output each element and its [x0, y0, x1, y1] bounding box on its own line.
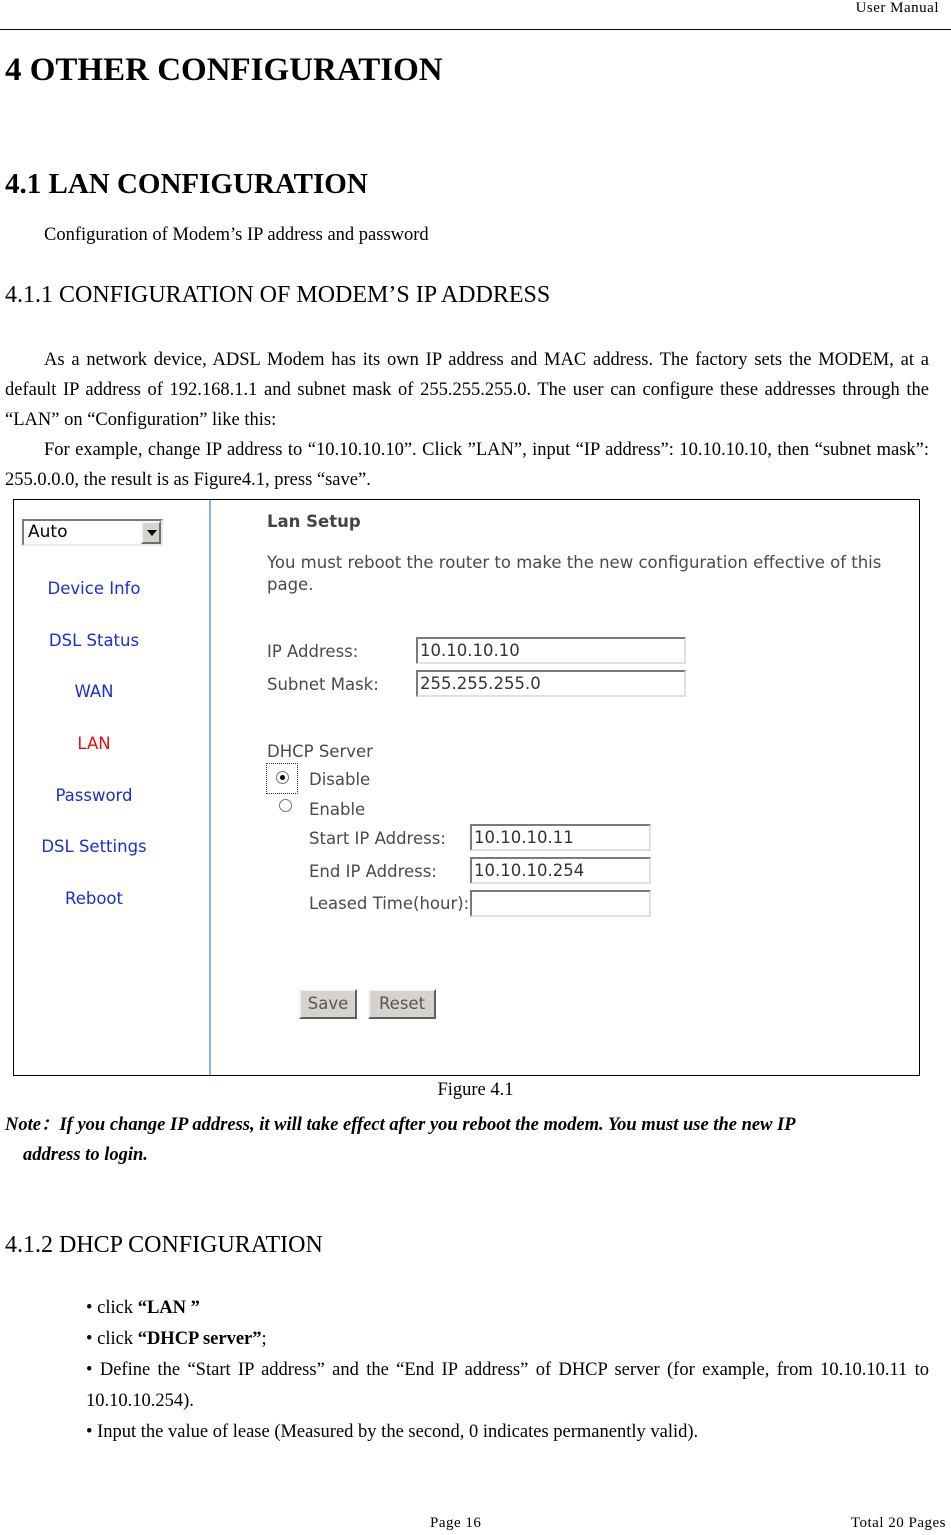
chapter-title: 4 OTHER CONFIGURATION [5, 52, 443, 88]
sidebar-item-device-info[interactable]: Device Info [47, 579, 141, 598]
sidebar-item-dsl-settings[interactable]: DSL Settings [41, 837, 147, 856]
save-button[interactable]: Save [299, 989, 357, 1019]
bullet-bold: “LAN ” [137, 1298, 200, 1318]
note-separator: ： [40, 1115, 60, 1135]
subsection-title-ip: 4.1.1 CONFIGURATION OF MODEM’S IP ADDRESS [5, 282, 551, 308]
bullet-text: • click [86, 1298, 138, 1318]
sidebar-item-reboot[interactable]: Reboot [64, 889, 123, 908]
panel-title: Lan Setup [267, 512, 361, 531]
reboot-note: You must reboot the router to make the new configuration effective of this page. [267, 553, 882, 594]
dhcp-enable-radio[interactable] [279, 799, 292, 812]
start-ip-label: Start IP Address: [309, 829, 446, 848]
ip-address-label: IP Address: [267, 642, 359, 661]
note-text-line1: If you change IP address, it will take effect after you reboot the modem. You must use the new IP [59, 1115, 796, 1135]
dhcp-server-label: DHCP Server [267, 742, 373, 761]
note-paragraph [5, 1110, 929, 1170]
paragraph-example: For example, change IP address to “10.10.10.10”. Click ”LAN”, input “IP address”: 10.10.10.10, then “subnet mask”: 255.0.0.0, the result is as Figure4.1, press “save”. [5, 440, 929, 490]
start-ip-input[interactable]: 10.10.10.11 [470, 824, 651, 851]
reset-button[interactable]: Reset [368, 989, 436, 1019]
header-rule [0, 29, 951, 30]
sidebar-item-dsl-status[interactable]: DSL Status [48, 631, 140, 650]
section-intro: Configuration of Modem’s IP address and password [44, 225, 429, 245]
paragraph-ip-intro: As a network device, ADSL Modem has its own IP address and MAC address. The factory sets the MODEM, at a default IP address of 192.168.1.1 and subnet mask of 255.255.255.0. The user can configure these addresses through the “LAN” on “Configuration” like this: [5, 350, 929, 430]
dhcp-steps-list [86, 1293, 929, 1448]
lan-setup-screenshot [13, 499, 920, 1076]
list-item [86, 1324, 929, 1355]
sidebar [14, 500, 211, 1075]
list-item: • Input the value of lease (Measured by the second, 0 indicates permanently valid). [86, 1422, 699, 1442]
sidebar-item-lan[interactable]: LAN [77, 734, 111, 753]
section-title: 4.1 LAN CONFIGURATION [5, 168, 368, 200]
dhcp-disable-label: Disable [309, 770, 371, 789]
subnet-mask-input[interactable]: 255.255.255.0 [416, 670, 686, 697]
bullet-suffix: ; [261, 1329, 267, 1349]
chevron-down-icon[interactable] [141, 521, 161, 544]
sidebar-item-password[interactable]: Password [55, 786, 133, 805]
bullet-bold: “DHCP server” [137, 1329, 262, 1349]
list-item: • Define the “Start IP address” and the “End IP address” of DHCP server (for example, from 10.10.10.11 to 10.10.10.254). [86, 1360, 929, 1411]
subsection-title-dhcp: 4.1.2 DHCP CONFIGURATION [5, 1232, 323, 1258]
dhcp-disable-radio[interactable] [276, 771, 289, 784]
body-text [5, 345, 929, 495]
mode-select[interactable] [22, 519, 163, 546]
footer-page-number: Page 16 [430, 1515, 482, 1531]
dhcp-enable-label: Enable [309, 800, 366, 819]
bullet-text: • click [86, 1329, 138, 1349]
sidebar-item-wan[interactable]: WAN [74, 682, 114, 701]
mode-select-value: Auto [28, 522, 68, 542]
note-prefix: Note [5, 1115, 41, 1135]
leased-time-input[interactable] [470, 890, 651, 917]
footer-total-pages: Total 20 Pages [850, 1515, 946, 1531]
end-ip-label: End IP Address: [309, 862, 437, 881]
leased-time-label: Leased Time(hour): [309, 894, 470, 913]
header-title: User Manual [855, 0, 939, 16]
note-text-line2: address to login. [23, 1145, 148, 1165]
end-ip-input[interactable]: 10.10.10.254 [470, 857, 651, 884]
list-item [86, 1293, 929, 1324]
figure-caption: Figure 4.1 [437, 1080, 514, 1100]
ip-address-input[interactable]: 10.10.10.10 [416, 637, 686, 664]
subnet-mask-label: Subnet Mask: [267, 675, 379, 694]
